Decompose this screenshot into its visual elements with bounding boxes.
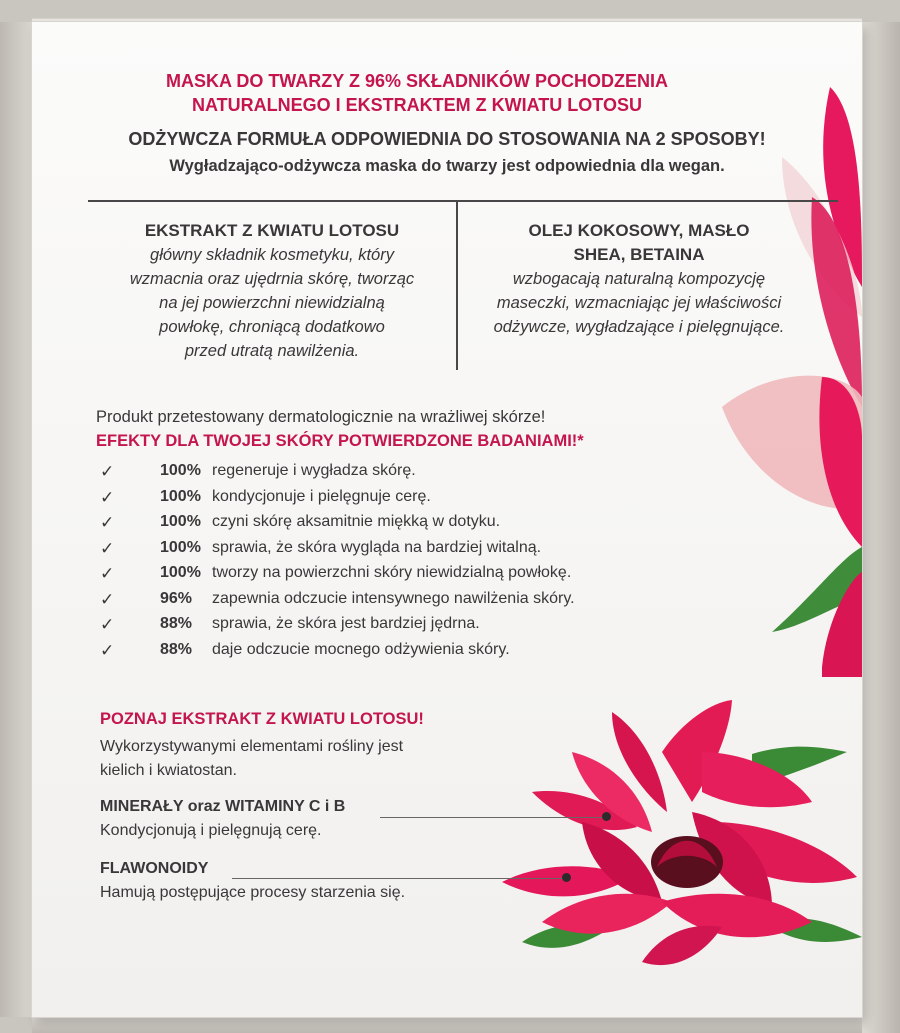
check-icon: ✓ bbox=[100, 487, 115, 507]
effect-item bbox=[100, 564, 700, 590]
effect-item bbox=[100, 590, 700, 616]
effect-item bbox=[100, 488, 700, 514]
effect-text: sprawia, że skóra jest bardziej jędrna. bbox=[212, 615, 480, 632]
effect-percent: 100% bbox=[160, 487, 201, 505]
check-icon: ✓ bbox=[100, 640, 115, 660]
minerals-heading bbox=[100, 798, 345, 816]
left-column-line: powłokę, chroniącą dodatkowo bbox=[159, 318, 385, 336]
flavonoids-pointer-dot bbox=[562, 873, 571, 882]
effect-text: czyni skórę aksamitnie miękką w dotyku. bbox=[212, 513, 501, 530]
subtitle: ODŻYWCZA FORMUŁA ODPOWIEDNIA DO STOSOWANIA NA 2 SPOSOBY! bbox=[128, 129, 766, 149]
left-column-line: wzmacnia oraz ujędrnia skórę, tworząc bbox=[129, 270, 415, 288]
right-column-heading-1: OLEJ KOKOSOWY, MASŁO bbox=[528, 221, 750, 240]
check-icon: ✓ bbox=[100, 462, 115, 481]
minerals-text: Kondycjonują i pielęgnują cerę. bbox=[100, 822, 322, 839]
effect-percent: 100% bbox=[160, 564, 201, 581]
flavonoids-leader-line bbox=[232, 878, 564, 879]
minerals-pointer-dot bbox=[602, 812, 611, 821]
right-ingredient-column bbox=[464, 219, 814, 339]
effect-text: regeneruje i wygładza skórę. bbox=[212, 462, 416, 479]
minerals-label: MINERAŁY bbox=[100, 798, 184, 815]
right-column-line: odżywcze, wygładzające i pielęgnujące. bbox=[493, 318, 785, 336]
lotus-flower-illustration bbox=[462, 692, 862, 992]
effect-percent: 96% bbox=[160, 589, 193, 607]
flavonoids-text: Hamują postępujące procesy starzenia się. bbox=[100, 884, 406, 901]
effect-item bbox=[100, 539, 700, 565]
headline-line-1: MASKA DO TWARZY Z 96% SKŁADNIKÓW POCHODZENIA bbox=[165, 71, 668, 91]
effect-text: sprawia, że skóra wygląda na bardziej witalną. bbox=[212, 538, 542, 556]
lotus-text-line-2: kielich i kwiatostan. bbox=[100, 762, 237, 779]
section-divider-vertical bbox=[456, 202, 458, 370]
effect-percent: 100% bbox=[160, 462, 201, 479]
effects-list bbox=[100, 462, 700, 666]
right-column-line: wzbogacają naturalną kompozycję bbox=[512, 270, 766, 288]
headline-line-2: NATURALNEGO I EKSTRAKTEM Z KWIATU LOTOSU bbox=[192, 95, 642, 115]
vitamins-label: WITAMINY C i B bbox=[225, 798, 346, 815]
check-icon: ✓ bbox=[100, 564, 115, 583]
box-bottom-side bbox=[32, 1017, 862, 1033]
effect-percent: 100% bbox=[160, 513, 201, 530]
effect-percent: 88% bbox=[160, 640, 193, 658]
effect-item bbox=[100, 615, 700, 641]
left-ingredient-column bbox=[92, 219, 452, 363]
section-divider-horizontal bbox=[88, 200, 838, 202]
left-column-line: na jej powierzchni niewidzialną bbox=[159, 294, 385, 312]
box-right-side bbox=[862, 22, 900, 1033]
vegan-note: Wygładzająco-odżywcza maska do twarzy jest odpowiednia dla wegan. bbox=[169, 157, 725, 175]
effect-item bbox=[100, 462, 700, 488]
effect-item bbox=[100, 513, 700, 539]
left-column-heading: EKSTRAKT Z KWIATU LOTOSU bbox=[144, 221, 400, 240]
effect-text: zapewnia odczucie intensywnego nawilżenia skóry. bbox=[212, 589, 575, 607]
check-icon: ✓ bbox=[100, 513, 115, 532]
tested-note: Produkt przetestowany dermatologicznie na wrażliwej skórze! bbox=[96, 408, 546, 426]
check-icon: ✓ bbox=[100, 615, 115, 634]
lotus-heading: POZNAJ EKSTRAKT Z KWIATU LOTOSU! bbox=[100, 710, 424, 728]
flavonoids-heading: FLAWONOIDY bbox=[100, 860, 209, 877]
effects-heading: EFEKTY DLA TWOJEJ SKÓRY POTWIERDZONE BADANIAMI!* bbox=[96, 432, 584, 450]
left-column-line: główny składnik kosmetyku, który bbox=[150, 246, 394, 264]
effect-text: kondycjonuje i pielęgnuje cerę. bbox=[212, 487, 431, 505]
minerals-connector: oraz bbox=[183, 798, 226, 815]
effect-percent: 100% bbox=[160, 538, 201, 556]
effect-text: tworzy na powierzchni skóry niewidzialną powłokę. bbox=[212, 564, 572, 581]
right-column-heading-2: SHEA, BETAINA bbox=[573, 245, 705, 264]
check-icon: ✓ bbox=[100, 589, 115, 609]
effect-percent: 88% bbox=[160, 615, 193, 632]
box-left-side bbox=[0, 22, 32, 1017]
check-icon: ✓ bbox=[100, 538, 115, 558]
effect-text: daje odczucie mocnego odżywienia skóry. bbox=[212, 640, 510, 658]
minerals-leader-line bbox=[380, 817, 605, 818]
right-column-line: maseczki, wzmacniając jej właściwości bbox=[496, 294, 782, 312]
left-column-line: przed utratą nawilżenia. bbox=[184, 342, 360, 360]
lotus-text-line-1: Wykorzystywanymi elementami rośliny jest bbox=[100, 738, 404, 755]
effect-item bbox=[100, 641, 700, 667]
product-box-back bbox=[32, 22, 862, 1017]
